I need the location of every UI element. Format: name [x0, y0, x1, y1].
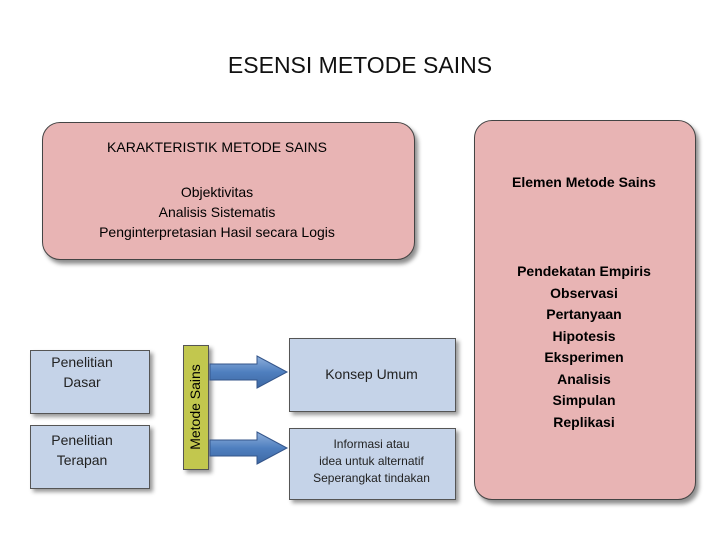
penelitian-terapan-line: Terapan — [56, 452, 108, 468]
metode-sains-label: Metode Sains — [187, 363, 203, 450]
karakteristik-item: Objektivitas — [180, 184, 254, 200]
informasi-line: idea untuk alternatif — [319, 454, 424, 468]
arrow-to-informasi-icon — [210, 432, 287, 464]
informasi-line: Seperangkat tindakan — [313, 471, 430, 485]
informasi-line: Informasi atau — [333, 437, 410, 451]
elemen-item: Observasi — [550, 284, 618, 301]
elemen-item: Replikasi — [553, 413, 615, 430]
konsep-umum-label: Konsep Umum — [325, 366, 418, 382]
elemen-item: Eksperimen — [544, 349, 624, 365]
elemen-item: Pertanyaan — [546, 306, 622, 322]
penelitian-dasar-line: Dasar — [63, 374, 101, 390]
arrow-to-konsep-icon — [210, 356, 287, 388]
elemen-item: Simpulan — [552, 392, 616, 408]
karakteristik-item: Penginterpretasian Hasil secara Logis — [99, 224, 335, 240]
page-title: ESENSI METODE SAINS — [227, 52, 493, 78]
informasi-label — [289, 436, 454, 487]
elemen-item: Analisis — [557, 370, 611, 387]
penelitian-terapan-line: Penelitian — [51, 432, 113, 448]
elemen-heading: Elemen Metode Sains — [512, 174, 656, 190]
karakteristik-item: Analisis Sistematis — [158, 204, 276, 220]
elemen-item: Hipotesis — [552, 327, 616, 344]
penelitian-dasar-line: Penelitian — [51, 354, 113, 370]
karakteristik-heading: KARAKTERISTIK METODE SAINS — [107, 139, 327, 155]
elemen-item: Pendekatan Empiris — [517, 263, 651, 279]
